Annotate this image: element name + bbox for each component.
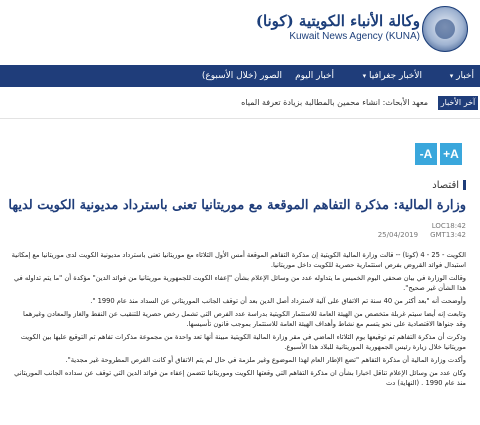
- nav-label: الأخبار جغرافيا: [369, 71, 422, 81]
- chevron-down-icon: ▾: [362, 72, 367, 80]
- news-ticker: [0, 96, 480, 110]
- article-paragraph: وذكرت أن مذكرة التفاهم تم توقيعها يوم الثلاثاء الماضي في مقر وزارة المالية الكويتية مبينة أنها تعد واحدة من مجموعة مذكرات تفاهم تم التوقيع عليها بين الكويت موريتانيا خلال زيارة رئيس الجمهورية الموريتانية للبلاد هذا الأسبوع.: [20, 333, 466, 351]
- font-increase-button[interactable]: +A: [440, 143, 462, 165]
- main-nav: [0, 65, 480, 87]
- article-paragraph: وأوضحت أنه "بعد أكثر من 40 سنة تم الاتفاق على آلية لاسترداد أصل الدين بعد أن توقف الجانب الموريتاني عن السداد منذ عام 1990 ".: [90, 297, 466, 305]
- divider: [0, 118, 480, 119]
- ticker-label: آخر الأخبار: [438, 96, 478, 110]
- article-paragraph: الكويت - 25 - 4 (كونا) -- قالت وزارة المالية الكويتية إن مذكرة التفاهم الموقعة أمس الأول الثلاثاء مع موريتانيا تعنى باسترداد مديونية الكويت لدى موريتانيا مع إمكانية استبدال فوائد القروض بفرص استثمارية حصرية للكويت داخل موريتانيا.: [11, 251, 466, 269]
- logo-english: Kuwait News Agency (KUNA): [289, 31, 420, 42]
- ticker-headline[interactable]: معهد الأبحاث: انشاء محمين بالمطالبة بزيادة تعرفة المياه: [241, 98, 428, 107]
- chevron-down-icon: ▾: [449, 72, 454, 80]
- nav-label: أخبار: [456, 71, 474, 81]
- font-decrease-button[interactable]: -A: [415, 143, 437, 165]
- article-paragraph: وكان عدد من وسائل الإعلام تناقل اخبارا بشأن ان مذكرة التفاهم التي وقعتها الكويت وموريتانيا تتضمن إعفاء من فوائد الدين التي توقف عن سداده الجانب الموريتاني منذ عام 1990 . (النهاية) دت: [14, 369, 466, 387]
- section-marker-icon: [463, 180, 466, 190]
- article-date: 25/04/2019: [377, 231, 419, 239]
- logo-arabic: وكالة الأنباء الكويتية (كونا): [255, 12, 420, 30]
- article-paragraph: وتابعت إنه أيضا سيتم غربلة متخصص من الهيئة العامة للاستثمار الكويتية بدراسة عدد الفرص التي تشمل رخص حصرية للتنقيب عن النفط والغاز والمعادن وغيرهما وقد جنواها الاقتصادية على نحو يتسم مع نشاط وأهداف الهيئة العامة للاستثمار بموجب قانون تأسيسها.: [23, 310, 466, 328]
- article-meta: [366, 222, 466, 240]
- nav-item-geographic[interactable]: [361, 65, 422, 87]
- nav-label: الصور (خلال الأسبوع): [201, 71, 282, 81]
- article-paragraph: وأكدت وزارة المالية أن مذكرة التفاهم "تضع الإطار العام لهذا الموضوع وغير ملزمة في حال لم يتم الاتفاق أو كانت الفرص المطروحة غير مجدية".: [65, 356, 466, 364]
- section-text: اقتصاد: [432, 180, 459, 191]
- nav-label: أخبار اليوم: [295, 71, 334, 81]
- article-gmt-time: GMT13:42: [430, 231, 466, 239]
- site-header: [0, 0, 480, 65]
- article-body: [11, 250, 466, 391]
- nav-item-photos[interactable]: [202, 65, 282, 87]
- section-label[interactable]: [432, 180, 466, 191]
- nav-item-today[interactable]: [295, 65, 334, 87]
- article-paragraph: وقالت الوزارة في بيان صحفي اليوم الخميس ما يتداوله عدد من وسائل الإعلام بشأن "إعفاء الكويت للجمهورية موريتانيا من فوائد الدين" مؤكدة أن "ما يتم تداوله في هذا الشأن غير صحيح".: [13, 274, 466, 292]
- site-logo[interactable]: [256, 12, 420, 44]
- article-loc-time: LOC18:42: [431, 222, 466, 230]
- article-title: وزارة المالية: مذكرة التفاهم الموقعة مع موريتانيا تعنى باسترداد مديونية الكويت لديها: [8, 198, 466, 213]
- kuna-emblem-icon[interactable]: [422, 6, 468, 52]
- nav-item-news[interactable]: [448, 65, 474, 87]
